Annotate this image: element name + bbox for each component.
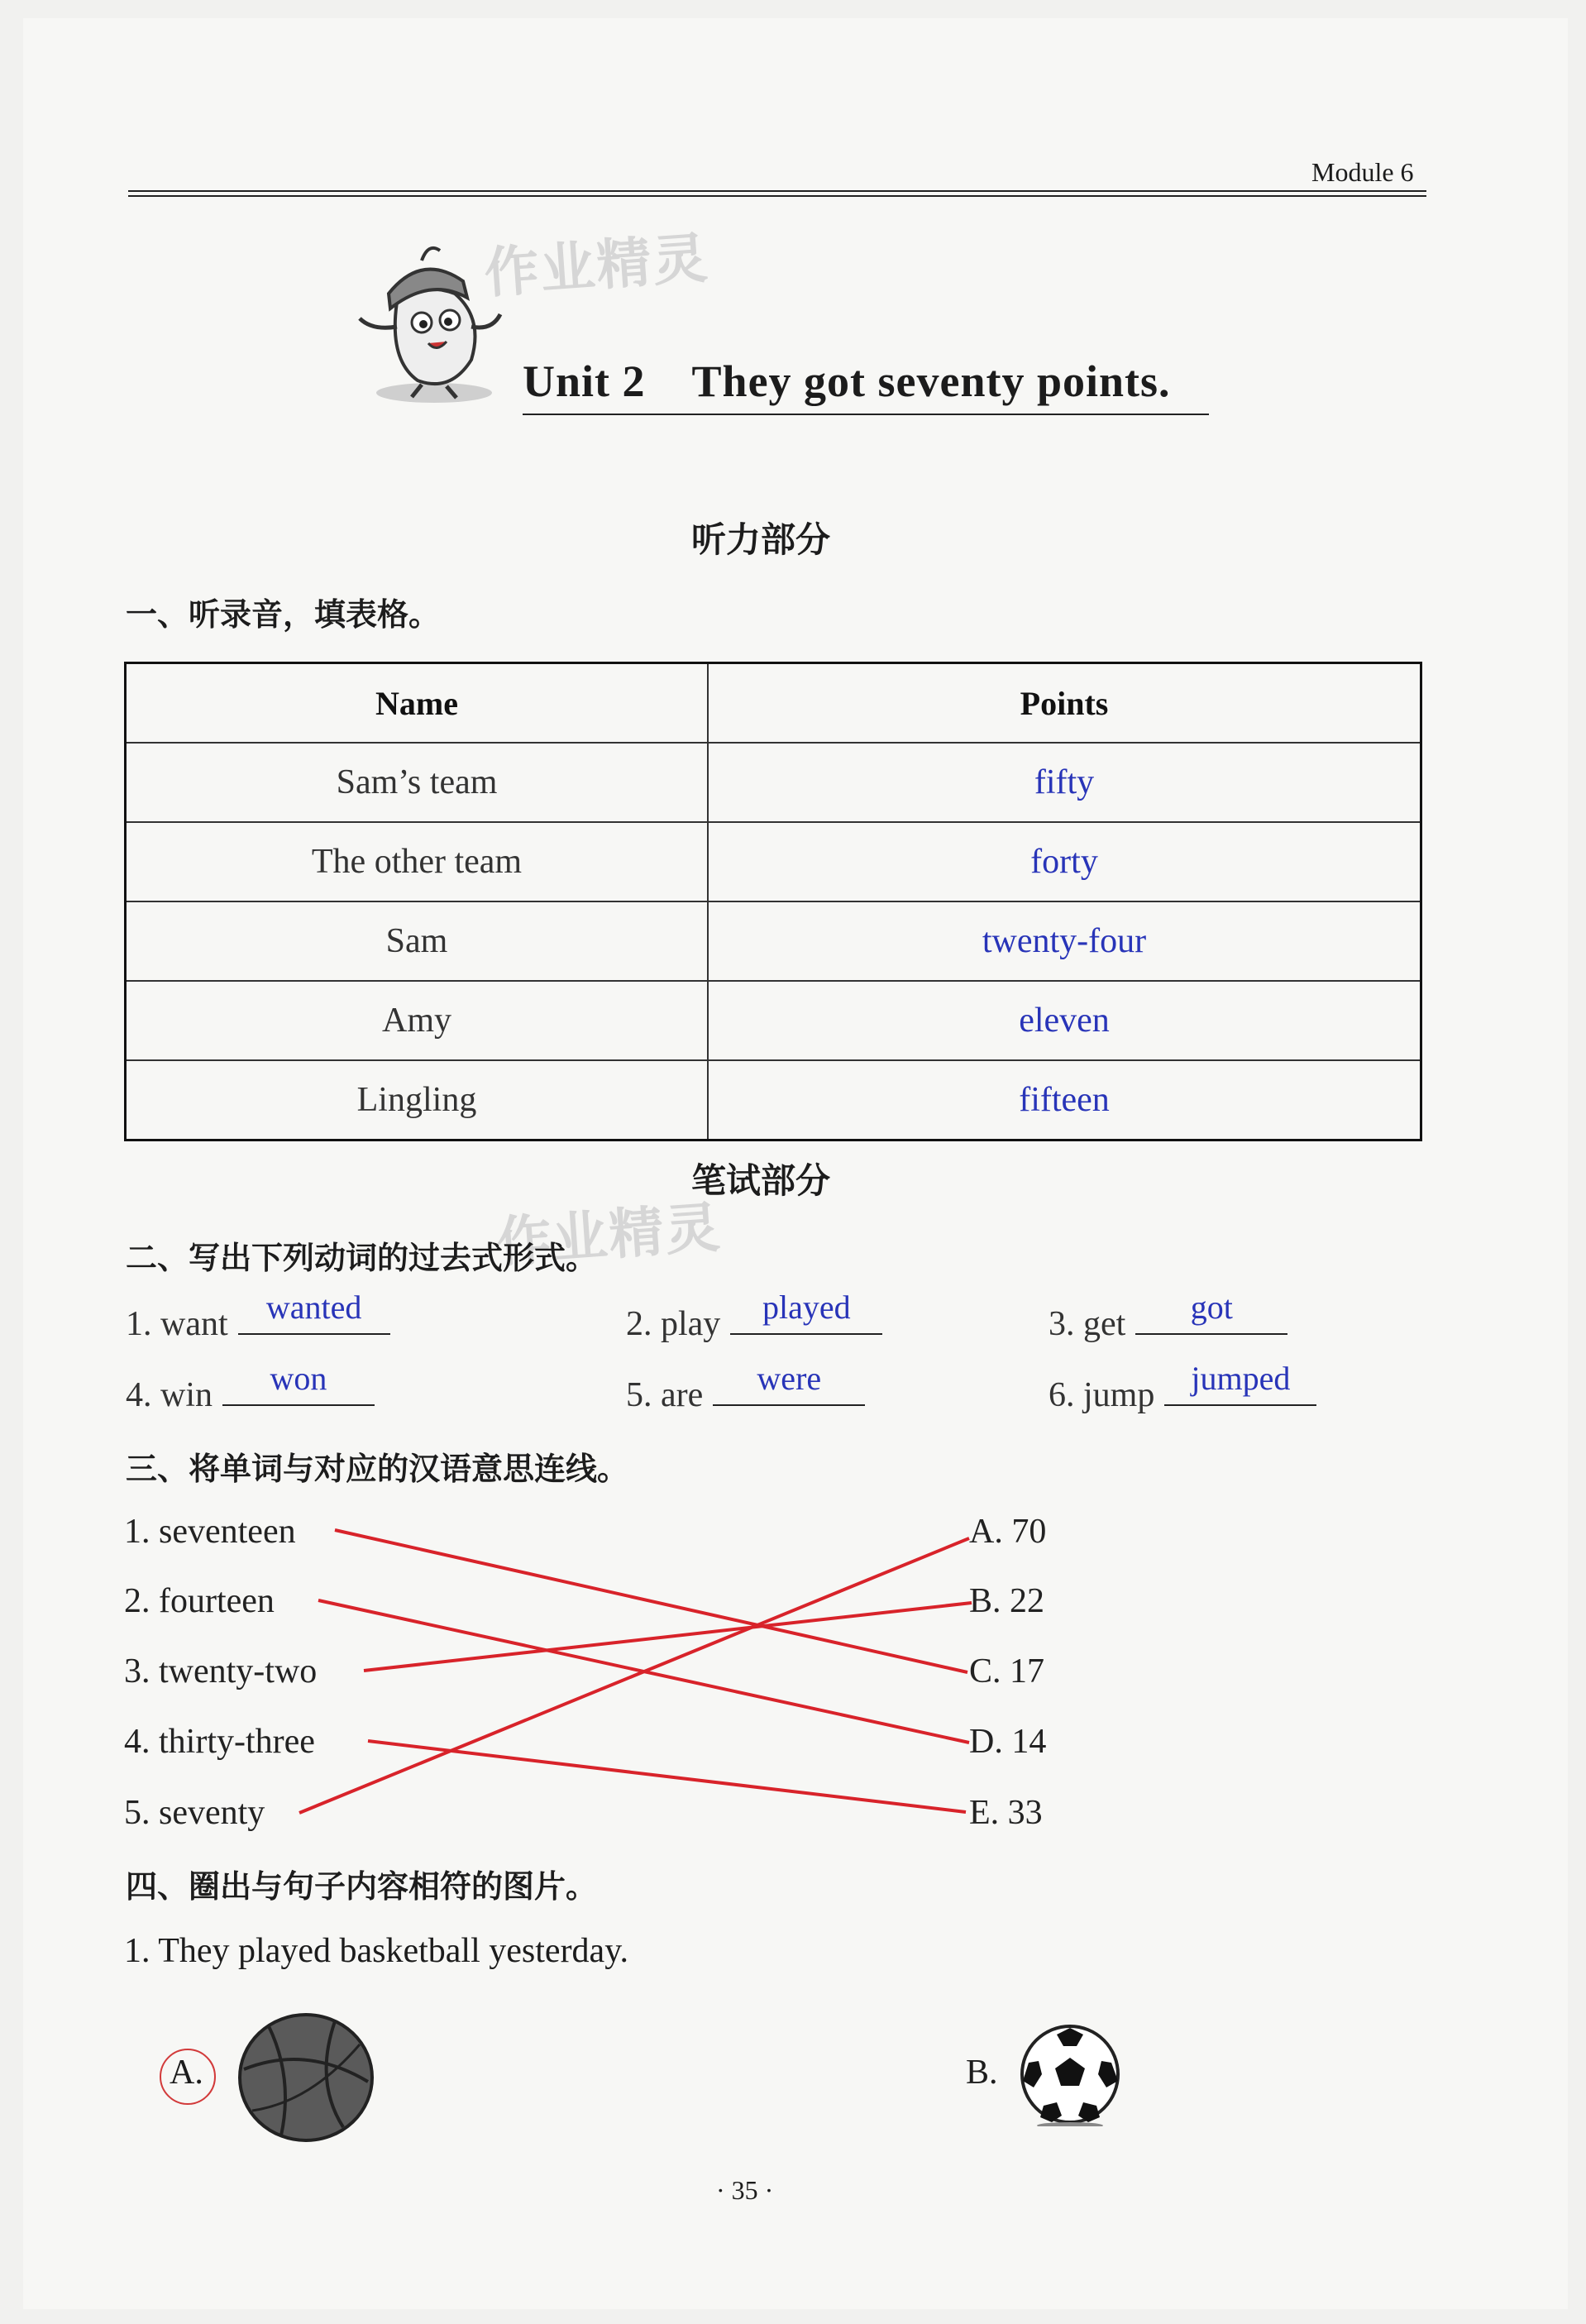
module-label: Module 6	[1311, 157, 1414, 187]
row-name: Sam	[126, 901, 709, 981]
listening-section-title: 听力部分	[691, 519, 831, 560]
handwritten-answer: got	[1190, 1289, 1233, 1326]
match-line	[368, 1741, 966, 1812]
option-b-label[interactable]: B.	[966, 2054, 998, 2092]
verb-label: 2. play	[626, 1305, 721, 1343]
question-3-instruction: 三、将单词与对应的汉语意思连线。	[126, 1451, 629, 1487]
row-points-answer: eleven	[708, 981, 1421, 1060]
match-left-item[interactable]: 1. seventeen	[124, 1513, 296, 1551]
handwritten-answer: wanted	[265, 1289, 362, 1326]
row-name: Amy	[126, 981, 709, 1060]
column-header-points: Points	[708, 663, 1421, 744]
verb-label: 5. are	[626, 1376, 704, 1414]
question-2-instruction: 二、写出下列动词的过去式形式。	[126, 1240, 598, 1276]
row-name: Lingling	[126, 1060, 709, 1140]
match-left-item[interactable]: 5. seventy	[124, 1794, 265, 1832]
watermark: 作业精灵	[494, 1195, 724, 1275]
basketball-icon[interactable]	[236, 2011, 376, 2144]
match-right-item[interactable]: E. 33	[969, 1794, 1043, 1832]
handwritten-answer: played	[762, 1289, 851, 1326]
verb-label: 4. win	[126, 1376, 213, 1414]
row-points-answer: fifteen	[708, 1060, 1421, 1140]
match-left-item[interactable]: 2. fourteen	[124, 1582, 275, 1620]
verb-label: 3. get	[1049, 1305, 1126, 1343]
match-right-item[interactable]: D. 14	[969, 1723, 1047, 1761]
page-number: · 35 ·	[716, 2175, 774, 2205]
row-points-answer: twenty-four	[708, 901, 1421, 981]
soccer-ball-icon[interactable]	[1019, 2023, 1122, 2126]
handwritten-answer: jumped	[1191, 1360, 1291, 1397]
match-right-item[interactable]: B. 22	[969, 1582, 1045, 1620]
row-points-answer: forty	[708, 822, 1421, 901]
verb-label: 6. jump	[1049, 1376, 1155, 1414]
verb-label: 1. want	[126, 1305, 228, 1343]
match-left-item[interactable]: 3. twenty-two	[124, 1652, 318, 1690]
question-4-instruction: 四、圈出与句子内容相符的图片。	[126, 1868, 598, 1905]
writing-section-title: 笔试部分	[691, 1160, 831, 1201]
unit-label: Unit 2	[523, 356, 646, 406]
watermark: 作业精灵	[482, 226, 711, 306]
question-4-sentence: 1. They played basketball yesterday.	[124, 1932, 628, 1970]
unit-heading: They got seventy points.	[691, 356, 1171, 406]
column-header-name: Name	[126, 663, 709, 744]
handwritten-answer: won	[270, 1360, 327, 1397]
match-right-item[interactable]: C. 17	[969, 1652, 1045, 1690]
match-line	[335, 1530, 967, 1672]
row-points-answer: fifty	[708, 743, 1421, 822]
match-right-item[interactable]: A. 70	[969, 1513, 1047, 1551]
row-name: Sam’s team	[126, 743, 709, 822]
option-a-label[interactable]: A.	[170, 2054, 203, 2092]
question-1-instruction: 一、听录音，填表格。	[126, 596, 441, 633]
row-name: The other team	[126, 822, 709, 901]
handwritten-answer: were	[757, 1360, 822, 1397]
match-left-item[interactable]: 4. thirty-three	[124, 1723, 315, 1761]
